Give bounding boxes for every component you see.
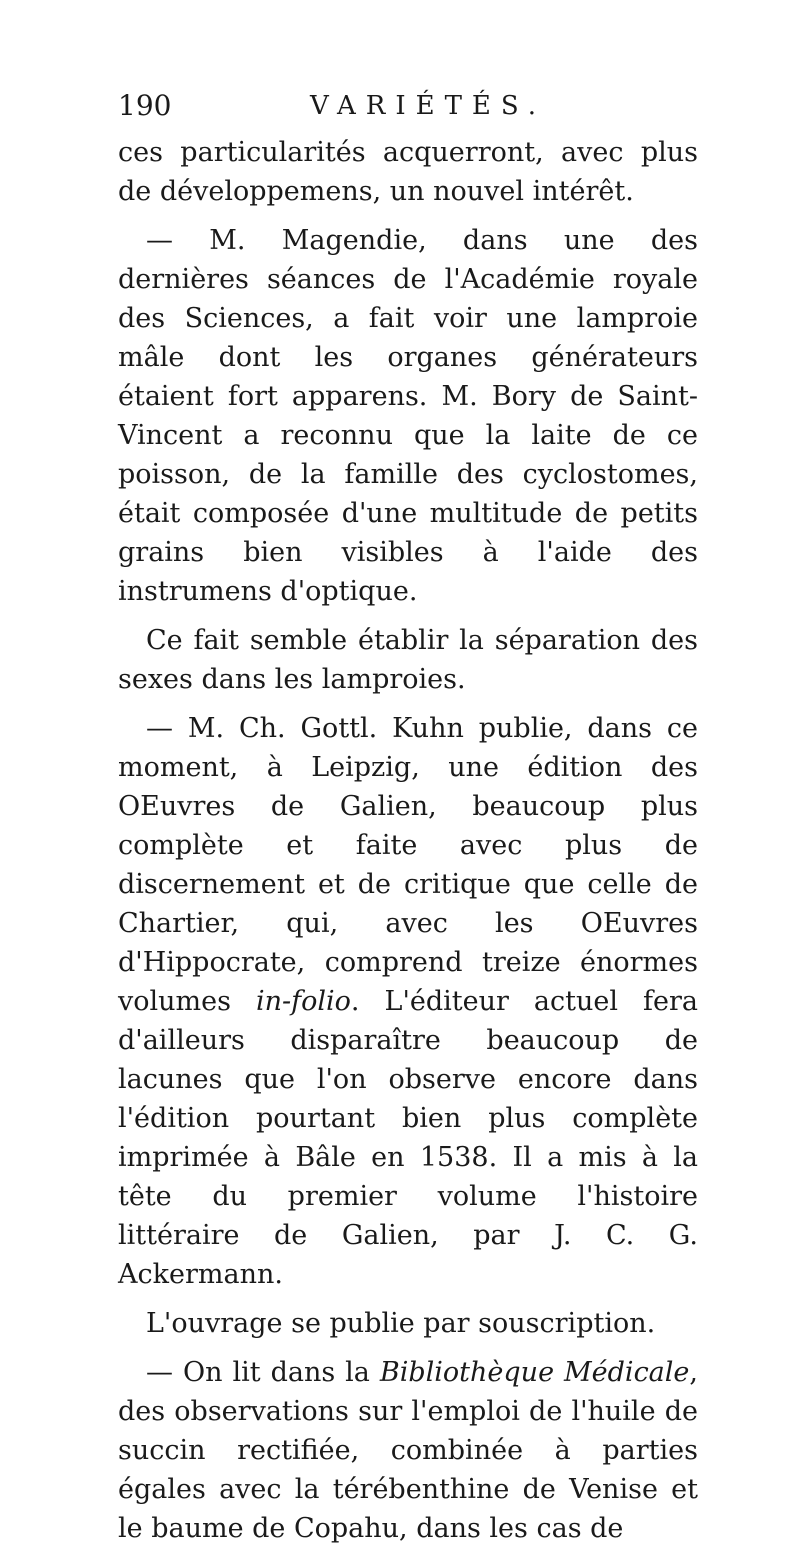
paragraph-kuhn-text: — M. Ch. Gottl. Kuhn publie, dans ce moment, à Leipzig, une édition des OEuvres de Galien, beaucoup plus complète et faite avec plus de discernement et de critique que celle de Chartier, qui, avec les OEuvres d'Hippocrate, comprend treize énormes volumes — [118, 713, 698, 1017]
running-title: VARIÉTÉS. — [309, 91, 547, 121]
paragraph-bibliotheque — [118, 1353, 698, 1548]
paragraph-lamproies: Ce fait semble établir la séparation des sexes dans les lamproies. — [118, 625, 698, 695]
paragraph-souscription: L'ouvrage se publie par souscription. — [146, 1308, 656, 1339]
paragraph-bibliotheque-italic: Bibliothèque Médicale — [379, 1357, 690, 1388]
paragraph-bibliotheque-text-end: , des observations sur l'emploi de l'huile de succin rectifiée, combinée à parties égales avec la térébenthine de Venise et le baume de Copahu, dans les cas de — [118, 1357, 698, 1544]
paragraph-continuation: ces particularités acquerront, avec plus de développemens, un nouvel intérêt. — [118, 137, 698, 207]
paragraph-magendie: — M. Magendie, dans une des dernières séances de l'Académie royale des Sciences, a fait voir une lamproie mâle dont les organes générateurs étaient fort apparens. M. Bory de Saint-Vincent a reconnu que la laite de ce poisson, de la famille des cyclostomes, était composée d'une multitude de petits grains bien visibles à l'aide des instrumens d'optique. — [118, 225, 698, 607]
page-number: 190 — [118, 89, 172, 122]
page-header — [118, 86, 698, 126]
paragraph-kuhn — [118, 709, 698, 1294]
body-text — [118, 133, 698, 1558]
paragraph-kuhn-italic: in-folio — [256, 986, 351, 1017]
paragraph-bibliotheque-text: — On lit dans la — [146, 1357, 380, 1388]
paragraph-kuhn-text-end: . L'éditeur actuel fera d'ailleurs disparaître beaucoup de lacunes que l'on observe encore dans l'édition pourtant bien plus complète imprimée à Bâle en 1538. Il a mis à la tête du premier volume l'histoire littéraire de Galien, par J. C. G. Ackermann. — [118, 986, 698, 1290]
